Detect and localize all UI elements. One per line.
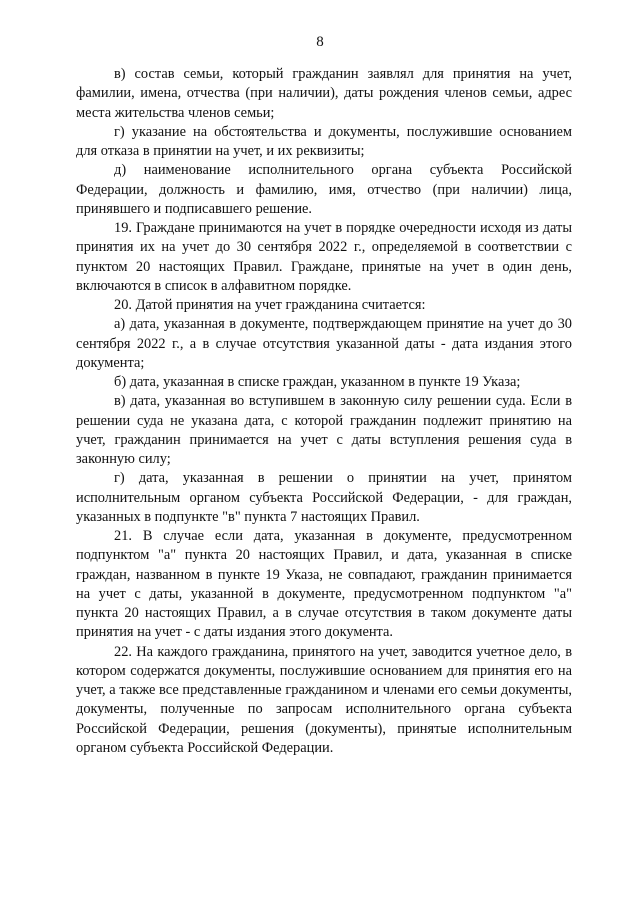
paragraph-item-20-g: г) дата, указанная в решении о принятии на учет, принятом исполнительным органом субъекта Российской Федерации, - для граждан, указанных в подпункте "в" пункта 7 настоящих Правил.: [76, 470, 572, 525]
document-body: [76, 65, 572, 758]
paragraph-item-20-a: а) дата, указанная в документе, подтверждающем принятие на учет до 30 сентября 2022 г., а в случае отсутствия указанной даты - дата издания этого документа;: [76, 316, 572, 371]
paragraph-item-19: 19. Граждане принимаются на учет в порядке очередности исходя из даты принятия их на учет до 30 сентября 2022 г., определяемой в соответствии с пунктом 20 настоящих Правил. Граждане, принятые на учет в один день, включаются в список в алфавитном порядке.: [76, 220, 572, 294]
paragraph-item-22: 22. На каждого гражданина, принятого на учет, заводится учетное дело, в котором содержатся документы, послужившие основанием для принятия его на учет, а также все представленные гражданином и членами его семьи документы, документы, полученные по запросам исполнительного органа субъекта Российской Федерации, решения (документы), принятые исполнительным органом субъекта Российской Федерации.: [76, 643, 572, 756]
paragraph-subitem-d: д) наименование исполнительного органа субъекта Российской Федерации, должность и фамилию, имя, отчество (при наличии) лица, принявшего и подписавшего решение.: [76, 162, 572, 217]
paragraph-item-20-b: б) дата, указанная в списке граждан, указанном в пункте 19 Указа;: [114, 374, 521, 390]
paragraph-item-20-v: в) дата, указанная во вступившем в законную силу решении суда. Если в решении суда не указана дата, с которой гражданин подлежит принятию на учет, гражданин принимается на учет с даты вступления решения суда в законную силу;: [76, 393, 572, 467]
page-number: 8: [316, 34, 324, 50]
paragraph-subitem-v: в) состав семьи, который гражданин заявлял для принятия на учет, фамилии, имена, отчества (при наличии), даты рождения членов семьи, адрес места жительства членов семьи;: [76, 66, 572, 121]
paragraph-item-20: 20. Датой принятия на учет гражданина считается:: [114, 297, 426, 313]
paragraph-subitem-g: г) указание на обстоятельства и документы, послужившие основанием для отказа в принятии на учет, и их реквизиты;: [76, 123, 572, 159]
paragraph-item-21: 21. В случае если дата, указанная в документе, предусмотренном подпунктом "а" пункта 20 настоящих Правил, и дата, указанная в списке граждан, названном в пункте 19 Указа, не совпадают, гражданин принимается на учет с даты, указанной в документе, предусмотренном подпунктом "а" пункта 20 настоящих Правил, а в случае отсутствия в таком документе даты принятия на учет - с даты издания этого документа.: [76, 528, 572, 641]
